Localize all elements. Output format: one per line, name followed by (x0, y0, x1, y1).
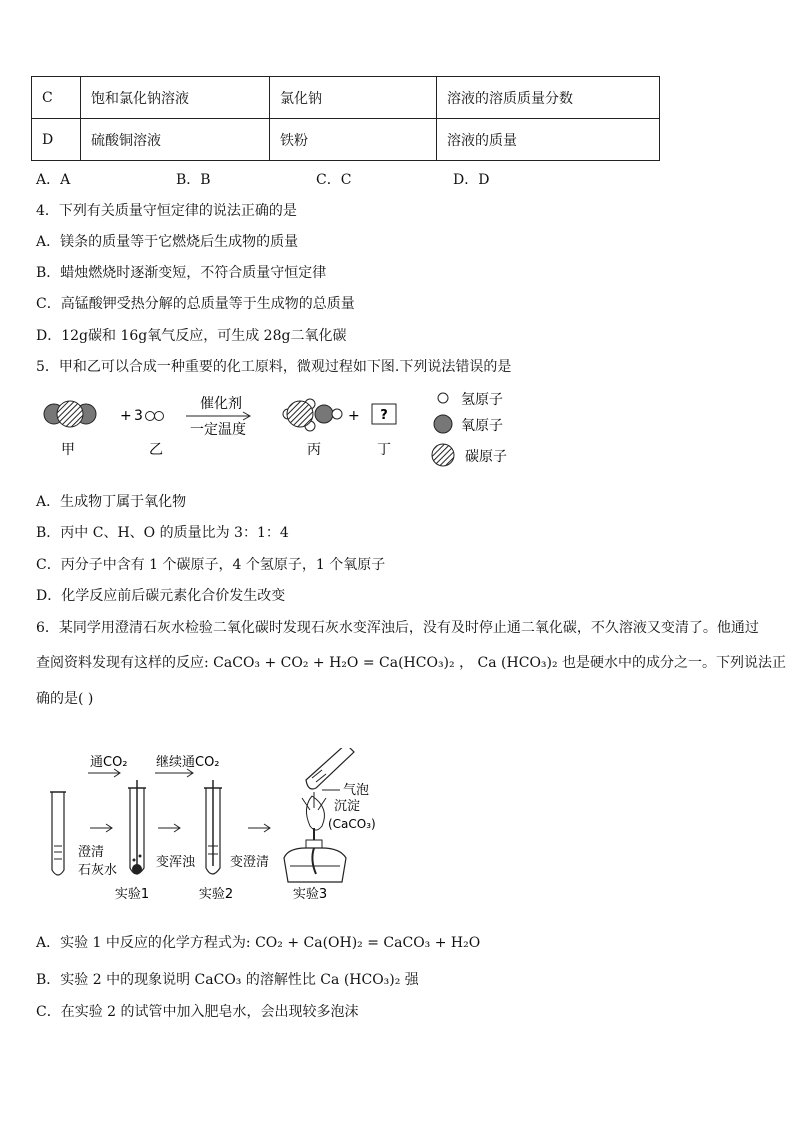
label-shihuishui: 石灰水 (78, 863, 118, 878)
q6-option-c[interactable]: C．在实验 2 的试管中加入肥皂水，会出现较多泡沫 (36, 1004, 359, 1020)
q6-equation: CaCO₃ + CO₂ + H₂O = Ca(HCO₃)₂ ， (213, 655, 474, 671)
label-ding: 丁 (377, 442, 391, 458)
choice-b[interactable]: B．B (176, 172, 211, 188)
label-exp3: 实验3 (292, 887, 328, 902)
q6-text-post: Ca (HCO₃)₂ 也是硬水中的成分之一。下列说法正 (477, 655, 787, 671)
question-6-line-3: 确的是( ) (36, 691, 94, 707)
q4-option-d[interactable]: D．12g碳和 16g氧气反应，可生成 28g二氧化碳 (36, 328, 347, 344)
q5-option-a[interactable]: A．生成物丁属于氧化物 (36, 494, 187, 510)
choice-c[interactable]: C．C (316, 172, 352, 188)
molecule-bing (283, 399, 342, 431)
choice-d[interactable]: D．D (453, 172, 490, 188)
unknown-mark: ? (380, 408, 388, 423)
label-tong-co2: 通CO₂ (90, 755, 128, 770)
table-cell: 氯化钠 (270, 77, 437, 119)
q4-option-c[interactable]: C．高锰酸钾受热分解的总质量等于生成物的总质量 (36, 296, 355, 312)
test-tube-lime-water (50, 792, 66, 875)
legend-hydrogen-marker (438, 393, 448, 403)
label-chengqing: 澄清 (78, 845, 105, 860)
q4-option-a[interactable]: A．镁条的质量等于它燃烧后生成物的质量 (36, 234, 299, 250)
table-row (32, 119, 660, 161)
table-cell: D (32, 119, 81, 161)
label-qipao: 气泡 (343, 783, 370, 798)
label-bing: 丙 (307, 442, 321, 458)
q6-option-a[interactable]: A．实验 1 中反应的化学方程式为: CO₂ + Ca(OH)₂ = CaCO₃ + H₂O (36, 935, 481, 951)
q6-option-b[interactable]: B．实验 2 中的现象说明 CaCO₃ 的溶解性比 Ca (HCO₃)₂ 强 (36, 972, 419, 988)
legend-oxygen: 氧原子 (461, 418, 503, 434)
q5-option-b[interactable]: B．丙中 C、H、O 的质量比为 3：1：4 (36, 525, 289, 541)
table-row (32, 77, 660, 119)
arrow-condition-catalyst: 催化剂 (200, 396, 242, 412)
alcohol-lamp (284, 828, 346, 882)
options-table (31, 76, 660, 161)
test-tube-exp2 (204, 780, 222, 874)
label-yi: 乙 (149, 442, 163, 458)
test-tube-exp1 (128, 780, 146, 874)
experiment-figure (40, 748, 390, 908)
q4-option-b[interactable]: B．蜡烛燃烧时逐渐变短，不符合质量守恒定律 (36, 265, 327, 281)
flame (302, 792, 326, 830)
q5-option-d[interactable]: D．化学反应前后碳元素化合价发生改变 (36, 588, 286, 604)
label-bianchengqing: 变澄清 (230, 855, 270, 870)
question-6-line-2 (36, 652, 786, 672)
table-cell: 硫酸铜溶液 (81, 119, 270, 161)
table-cell: 饱和氯化钠溶液 (81, 77, 270, 119)
q6-text-pre: 查阅资料发现有这样的反应: (36, 655, 209, 671)
question-6-line-1: 6．某同学用澄清石灰水检验二氧化碳时发现石灰水变浑浊后，没有及时停止通二氧化碳，不久溶液又变清了。他通过 (36, 620, 759, 636)
label-exp2: 实验2 (198, 887, 234, 902)
label-caco3: (CaCO₃) (328, 817, 376, 831)
choice-a[interactable]: A．A (36, 172, 71, 188)
molecule-jia (44, 401, 96, 427)
question-5-stem: 5．甲和乙可以合成一种重要的化工原料，微观过程如下图.下列说法错误的是 (36, 359, 512, 375)
label-bianhunzhuo: 变浑浊 (156, 855, 196, 870)
label-exp1: 实验1 (114, 887, 150, 902)
legend-carbon: 碳原子 (465, 449, 507, 465)
plus-sign: + (120, 408, 132, 424)
table-cell: 铁粉 (270, 119, 437, 161)
table-cell: C (32, 77, 81, 119)
plus-sign-2: + (348, 408, 360, 424)
label-jia: 甲 (61, 442, 75, 458)
label-chendian: 沉淀 (334, 799, 361, 814)
q5-option-c[interactable]: C．丙分子中含有 1 个碳原子，4 个氢原子，1 个氧原子 (36, 557, 386, 573)
arrow-condition-temp: 一定温度 (190, 422, 246, 438)
legend-oxygen-marker (434, 415, 452, 433)
legend-hydrogen: 氢原子 (461, 392, 503, 408)
legend-carbon-marker (432, 444, 454, 466)
reaction-diagram (36, 388, 536, 468)
table-cell: 溶液的溶质质量分数 (437, 77, 660, 119)
table-cell: 溶液的质量 (437, 119, 660, 161)
molecule-yi (146, 412, 164, 421)
label-jixu-co2: 继续通CO₂ (156, 755, 220, 770)
coefficient: 3 (134, 408, 143, 424)
question-4-stem: 4．下列有关质量守恒定律的说法正确的是 (36, 203, 297, 219)
